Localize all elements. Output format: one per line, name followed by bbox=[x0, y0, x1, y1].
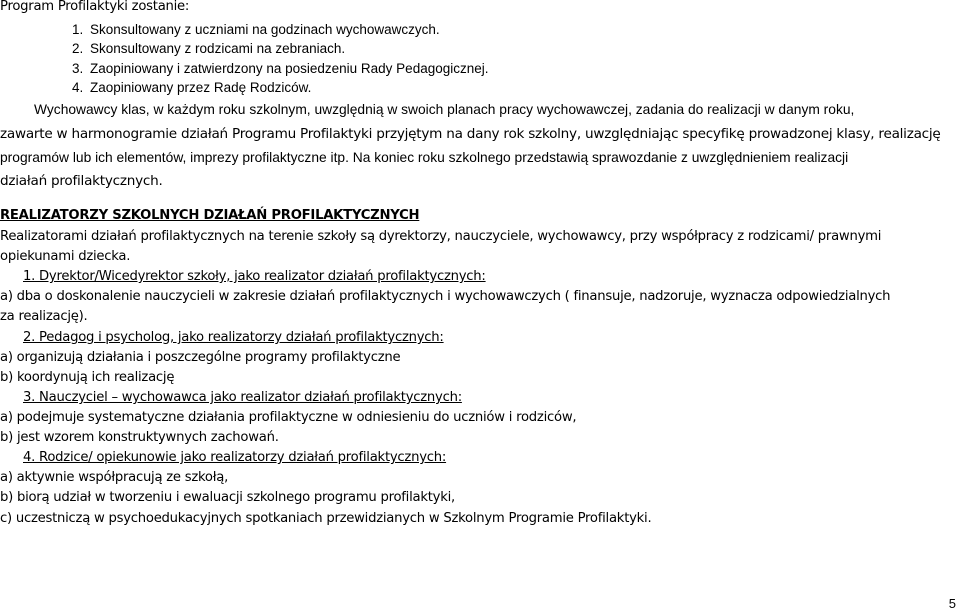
list-item bbox=[72, 79, 311, 97]
list-item bbox=[72, 21, 440, 39]
list-number: 3. bbox=[72, 61, 84, 76]
role-title: 2. Pedagog i psycholog, jako realizatorzy działań profilaktycznych: bbox=[23, 330, 444, 345]
list-text: Zaopiniowany i zatwierdzony na posiedzeniu Rady Pedagogicznej. bbox=[90, 61, 489, 76]
section-intro-line: opiekunami dziecka. bbox=[0, 249, 131, 264]
section-intro-line: Realizatorami działań profilaktycznych na terenie szkoły są dyrektorzy, nauczyciele, wychowawcy, przy współpracy z rodzicami/ prawnymi bbox=[0, 229, 882, 244]
paragraph-line: Wychowawcy klas, w każdym roku szkolnym, uwzględnią w swoich planach pracy wychowawczej, zadania do realizacji w danym roku, bbox=[34, 102, 855, 117]
list-number: 2. bbox=[72, 41, 84, 56]
list-item bbox=[72, 40, 345, 58]
role-title: 3. Nauczyciel – wychowawca jako realizator działań profilaktycznych: bbox=[23, 390, 462, 405]
role-item: a) aktywnie współpracują ze szkołą, bbox=[0, 470, 229, 485]
paragraph-line: działań profilaktycznych. bbox=[0, 173, 163, 189]
role-item: c) uczestniczą w psychoedukacyjnych spotkaniach przewidzianych w Szkolnym Programie Profilaktyki. bbox=[0, 511, 652, 526]
page-number: 5 bbox=[948, 596, 956, 611]
role-item: b) jest wzorem konstruktywnych zachowań. bbox=[0, 430, 279, 445]
paragraph-line: zawarte w harmonogramie działań Programu Profilaktyki przyjętym na dany rok szkolny, uwzględniając specyfikę prowadzonej klasy, realizację bbox=[0, 126, 941, 142]
list-text: Zaopiniowany przez Radę Rodziców. bbox=[90, 80, 312, 95]
role-item: a) dba o doskonalenie nauczycieli w zakresie działań profilaktycznych i wychowawczych ( finansuje, nadzoruje, wyznacza odpowiedzialnych bbox=[0, 289, 891, 304]
list-number: 4. bbox=[72, 80, 84, 95]
role-item: b) biorą udział w tworzeniu i ewaluacji szkolnego programu profilaktyki, bbox=[0, 490, 455, 505]
role-item: a) podejmuje systematyczne działania profilaktyczne w odniesieniu do uczniów i rodziców, bbox=[0, 410, 577, 425]
role-item: a) organizują działania i poszczególne programy profilaktyczne bbox=[0, 350, 401, 365]
list-item bbox=[72, 60, 489, 78]
role-item: za realizację). bbox=[0, 309, 88, 324]
section-heading: REALIZATORZY SZKOLNYCH DZIAŁAŃ PROFILAKTYCZNYCH bbox=[0, 208, 420, 223]
list-text: Skonsultowany z rodzicami na zebraniach. bbox=[90, 41, 346, 56]
role-title: 1. Dyrektor/Wicedyrektor szkoły, jako realizator działań profilaktycznych: bbox=[23, 269, 486, 284]
intro-text: Program Profilaktyki zostanie: bbox=[0, 0, 190, 14]
role-title: 4. Rodzice/ opiekunowie jako realizatorzy działań profilaktycznych: bbox=[23, 450, 447, 465]
role-item: b) koordynują ich realizację bbox=[0, 370, 175, 385]
paragraph-line: programów lub ich elementów, imprezy profilaktyczne itp. Na koniec roku szkolnego przedstawią sprawozdanie z uwzględnieniem realizacji bbox=[0, 150, 849, 165]
list-text: Skonsultowany z uczniami na godzinach wychowawczych. bbox=[90, 22, 440, 37]
list-number: 1. bbox=[72, 22, 84, 37]
